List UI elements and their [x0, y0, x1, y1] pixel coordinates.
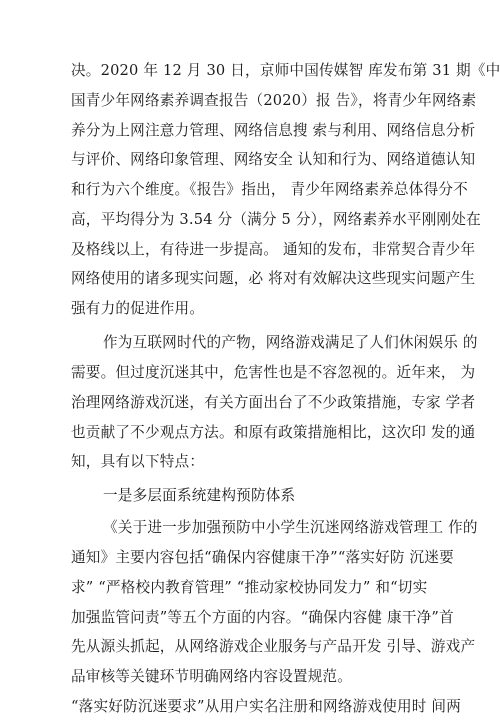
section-heading: 一是多层面系统建构预防体系 — [103, 487, 296, 504]
text-line: 作为互联网时代的产物，网络游戏满足了人们休闲娱乐 的 — [103, 334, 478, 351]
text-line: 求” “严格校内教育管理” “推动家校协同发力” 和“切实 — [71, 579, 428, 596]
text-line: 养分为上网注意力管理、网络信息搜 索与利用、网络信息分析 — [71, 122, 476, 139]
text-line: 高，平均得分为 3.54 分（满分 5 分），网络素养水平刚刚处在 — [71, 211, 481, 228]
text-line: 先从源头抓起，从网络游戏企业服务与产品开发 引导、游戏产 — [71, 638, 476, 655]
text-line: 及格线以上，有待进一步提高。 通知的发布，非常契合青少年 — [71, 241, 476, 258]
text-line: 通知》主要内容包括“确保内容健康干净”“落实好防 沉迷要 — [71, 549, 454, 566]
text-line: 治理网络游戏沉迷，有关方面出台了不少政策措施，专家 学者 — [71, 394, 476, 411]
text-line: 需要。但过度沉迷其中，危害性也是不容忽视的。近年来， 为 — [71, 364, 476, 381]
text-line: 也贡献了不少观点方法。和原有政策措施相比，这次印 发的通 — [71, 424, 476, 441]
text-line: 决。2020 年 12 月 30 日，京师中国传媒智 库发布第 31 期《中 — [71, 62, 500, 79]
text-line: 强有力的促进作用。 — [71, 300, 205, 317]
text-line: “落实好防沉迷要求”从用户实名注册和网络游戏使用时 间两 — [71, 698, 462, 715]
text-line: 国青少年网络素养调查报告（2020）报 告》，将青少年网络素 — [71, 92, 477, 109]
text-line: 知，具有以下特点： — [71, 453, 205, 470]
text-line: 和行为六个维度。《报告》指出， 青少年网络素养总体得分不 — [71, 181, 468, 198]
text-line: 网络使用的诸多现实问题，必 将对有效解决这些现实问题产生 — [71, 270, 476, 287]
text-line: 《关于进一步加强预防中小学生沉迷网络游戏管理工 作的 — [103, 519, 478, 536]
text-line: 加强监管问责”等五个方面的内容。“确保内容健 康干净”首 — [71, 609, 454, 626]
text-line: 与评价、网络印象管理、网络安全 认知和行为、网络道德认知 — [71, 151, 476, 168]
text-line: 品审核等关键环节明确网络内容设置规范。 — [71, 668, 353, 685]
